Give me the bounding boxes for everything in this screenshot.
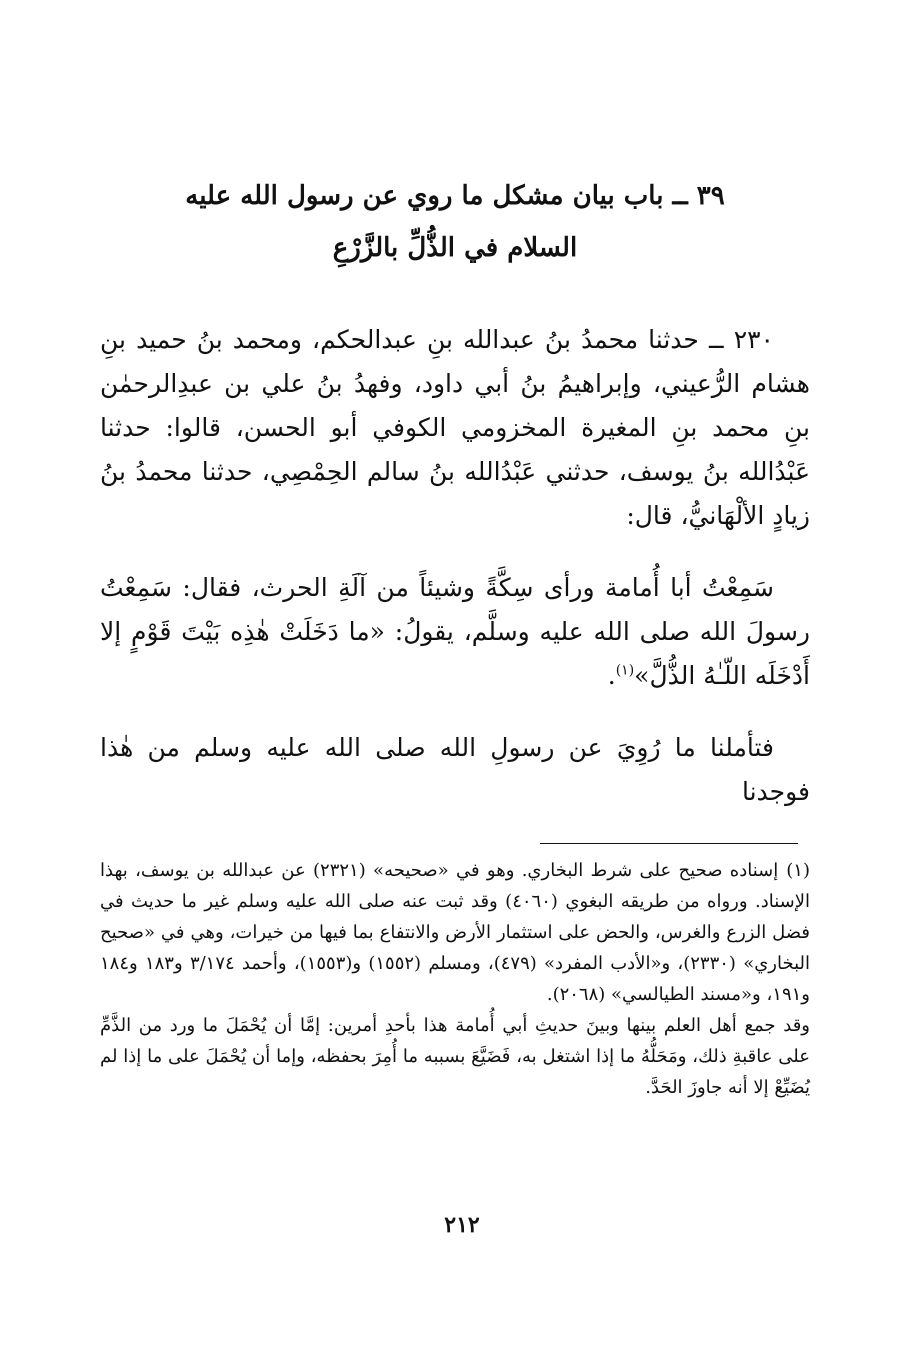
hadith-matn-text: سَمِعْتُ أبا أُمامة ورأى سِكَّةً وشيئاً من آلَةِ الحرث، فقال: سَمِعْتُ رسولَ الله صلى الله عليه وسلَّم، يقولُ: «ما دَخَلَتْ هٰذِه بَيْتَ قَوْمٍ إلا أَدْخَلَه اللّـٰهُ الذُّلَّ» (100, 573, 810, 690)
hadith-isnad: ٢٣٠ ــ حدثنا محمدُ بنُ عبدالله بنِ عبدالحكم، ومحمد بنُ حميد بنِ هشام الرُّعيني، وإبراهيمُ بنُ أبي داود، وفهدُ بنُ علي بن عبدِالرحمٰن بنِ محمد بنِ المغيرة المخزومي الكوفي أبو الحسن، قالوا: حدثنا عَبْدُالله بنُ يوسف، حدثني عَبْدُالله بنُ سالم الحِمْصِي، حدثنا محمدُ بنُ زيادٍ الألْهَانيُّ، قال: (100, 325, 810, 530)
commentary-paragraph: فتأملنا ما رُوِيَ عن رسولِ الله صلى الله عليه وسلم من هٰذا فوجدنا (100, 733, 810, 806)
hadith-matn (100, 566, 810, 698)
footnote-number: (١) (786, 860, 810, 881)
chapter-title-line-2: السلام في الذُّلِّ بالزَّرْعِ (332, 233, 578, 263)
footnote-divider (540, 843, 798, 844)
main-text (100, 318, 810, 814)
hadith-matn-end: . (607, 661, 616, 690)
page-body (100, 170, 810, 814)
footnote-reference[interactable]: (١) (615, 662, 635, 679)
footnote-1 (100, 855, 810, 1010)
footnote-text: إسناده صحيح على شرط البخاري. وهو في «صحيحه» (٢٣٢١) عن عبدالله بن يوسف، بهذا الإسناد. ورواه من طريقه البغوي (٤٠٦٠) وقد ثبت عنه صلى الله عليه وسلم غير ما حديث في فضل الزرع والغرس، والحض على استثمار الأرض والانتفاع بما فيها من خيرات، وهي في «صحيح البخاري» (٢٣٣٠)، و«الأدب المفرد» (٤٧٩)، ومسلم (١٥٥٢) و(١٥٥٣)، وأحمد ٣/١٧٤ و١٨٣ و١٨٤ و١٩١، و«مسند الطيالسي» (٢٠٦٨). (100, 860, 811, 1005)
footnotes (100, 855, 810, 1103)
chapter-title (100, 170, 810, 274)
page-number: ٢١٢ (444, 1212, 480, 1238)
chapter-title-line-1: ٣٩ ــ باب بيان مشكل ما روي عن رسول الله عليه (185, 181, 725, 211)
footnote-1-continuation: وقد جمع أهل العلم بينها وبينَ حديثِ أبي أُمامة هذا بأحدِ أمرين: إمَّا أن يُحْمَلَ ما ورد من الذَّمِّ على عاقبةِ ذلك، ومَحَلُّهُ ما إذا اشتغل به، فَضَيَّعَ بسببه ما أُمِرَ بحفظه، وإما أن يُحْمَلَ على ما إذا لم يُضَيِّعْ إلا أنه جاوزَ الحَدَّ. (100, 1015, 810, 1098)
